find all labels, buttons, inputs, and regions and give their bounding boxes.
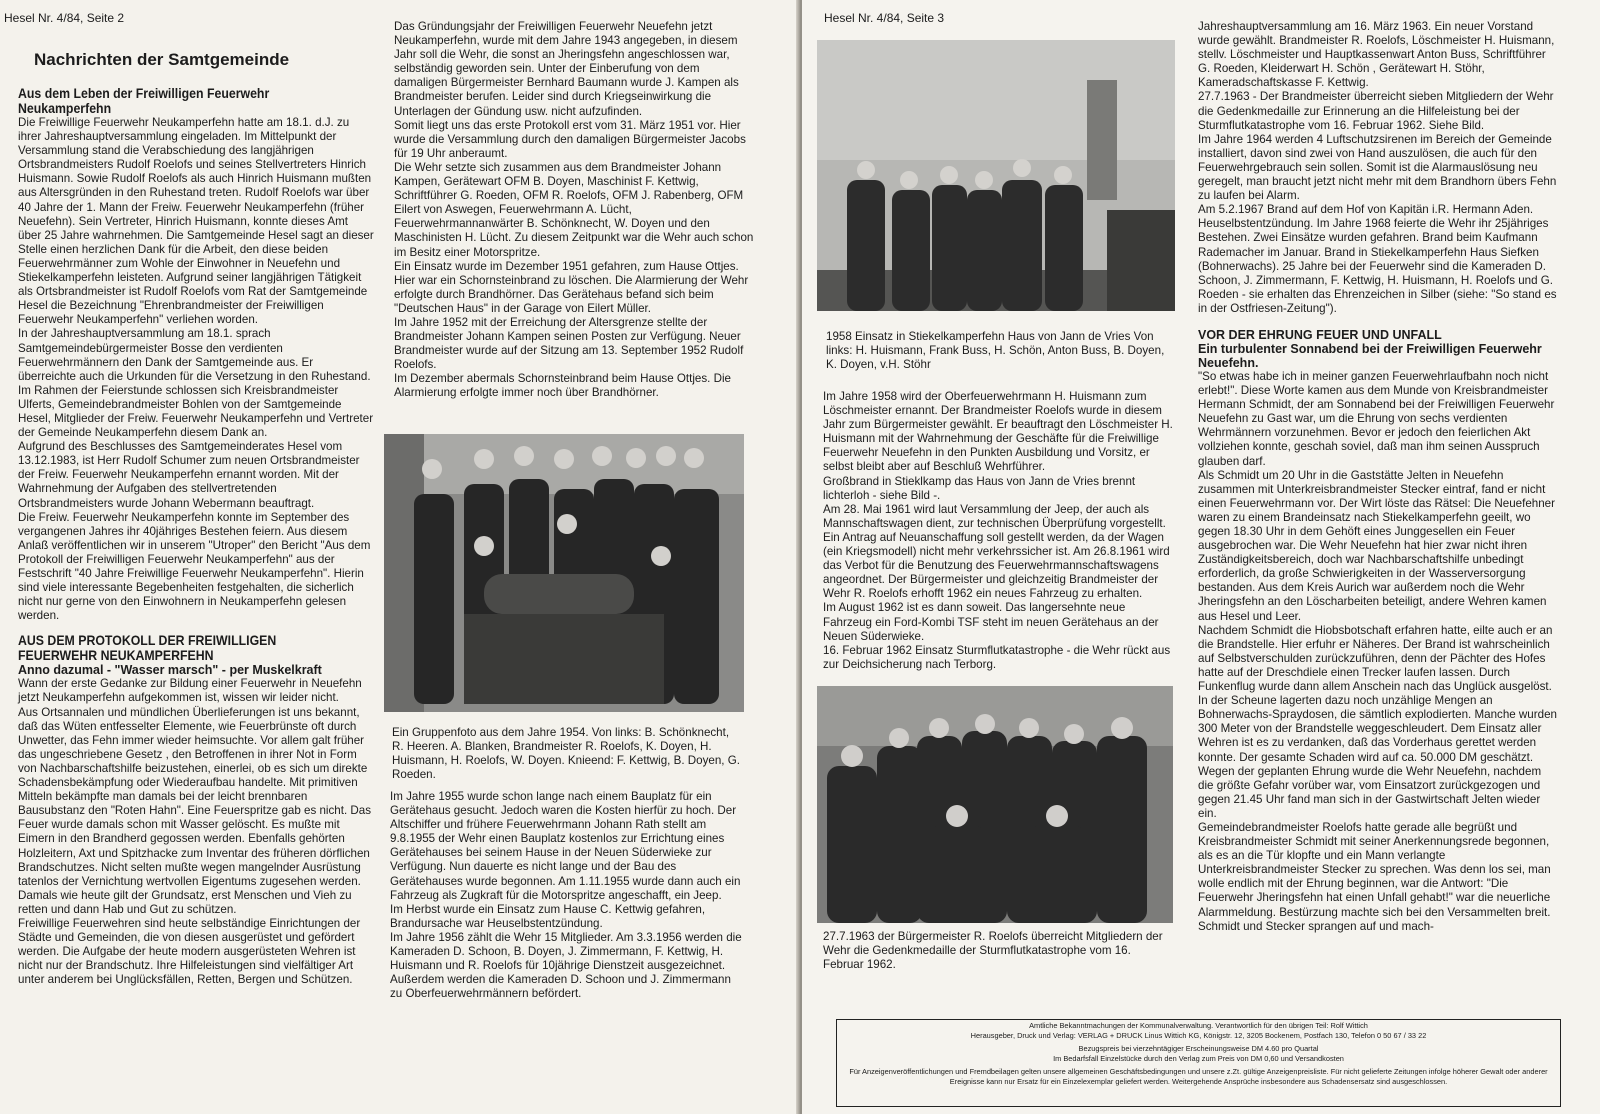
paragraph: Im Dezember abermals Schornsteinbrand beim Hause Ottjes. Die Alarmierung erfolgte immer noch über Brandhörner. xyxy=(394,372,732,400)
column-2-top xyxy=(394,20,754,401)
paragraph: Die Freiwillige Feuerwehr Neukamperfehn hatte am 18.1. d.J. zu ihrer Jahreshauptversammlung eingeladen. Im Mittelpunkt der Versammlung stand die Verabschiedung des langjährigen Ortsbrandmeisters Rudolf Roelofs und seines Stellvertreters Hinrich Huismann. Sowie Rudolf Roelofs als auch Hinrich Huismann mußten aus Altersgründen in den Ruhestand treten. Rudolf Roelofs war über 40 Jahre der 1. Mann der Freiw. Feuerwehr Neukamperfehn (früher Neuefehn). Sein Vertreter, Hinrich Huismann, konnte dieses Amt über 25 Jahre wahrnehmen. Die Samtgemeinde Hesel sagt an dieser Stelle einen herzlichen Dank für die Arbeit, den diese beiden Feuerwehrmänner zum Wohle der Einwohner in Neuefehn und Stiekelkamperfehn leisteten. Aufgrund seiner langjährigen Tätigkeit als Ortsbrandmeister ist Rudolf Roelofs vom Rat der Samtgemeinde Hesel die Bezeichnung "Ehrenbrandmeister der Freiwilligen Feuerwehr Neukamperfehn" verliehen worden. xyxy=(18,116,374,327)
column-3 xyxy=(823,390,1177,672)
photo-caption: 1958 Einsatz in Stiekelkamperfehn Haus von Jann de Vries Von links: H. Huismann, Frank Buss, H. Schön, Anton Buss, B. Doyen, K. Doyen, v.H. Stöhr xyxy=(826,330,1165,372)
paragraph: Am 28. Mai 1961 wird laut Versammlung der Jeep, der auch als Mannschaftswagen dient, zur technischen Überprüfung vorgestellt. Ein Antrag auf Neuanschaffung soll gestellt werden, da der Wagen (ein Kriegsmodell) nicht mehr verkehrssicher ist. Am 26.8.1961 wird das Verbot für die Benutzung des Feuerwehrmannschaftswagens angeordnet. Der Bürgermeister und gleichzeitig Brandmeister der Wehr R. Roelofs erhofft 1962 ein neues Fahrzeug zu erhalten. xyxy=(823,502,1170,601)
photo-fire-1958 xyxy=(817,40,1175,311)
page-header: Hesel Nr. 4/84, Seite 2 xyxy=(4,11,125,25)
paragraph: Im Jahre 1956 zählt die Wehr 15 Mitglieder. Am 3.3.1956 werden die Kameraden D. Schoon, B. Doyen, J. Zimmermann, F. Kettwig, H. Huismann und R. Roelofs für 10jährige Dienstzeit ausgezeichnet. Außerdem werden die Kameraden D. Schoon und J. Zimmermann zu Oberfeuerwehrmännern befördert. xyxy=(390,930,742,1001)
photo-caption: 27.7.1963 der Bürgermeister R. Roelofs überreicht Mitgliedern der Wehr die Gedenkmedaille der Sturmflutkatastrophe vom 16. Februar 1962. xyxy=(823,930,1163,972)
imprint-line: Amtliche Bekanntmachungen der Kommunalverwaltung. Verantwortlich für den übrigen Teil: Rolf Wittich xyxy=(1029,1021,1368,1030)
photo-image xyxy=(384,434,744,712)
photo-medal-ceremony-1963 xyxy=(817,686,1173,923)
paragraph: Somit liegt uns das erste Protokoll erst vom 31. März 1951 vor. Hier wurde die Versammlung durch den damaligen Bürgermeister Jacobs für 19 Uhr anberaumt. xyxy=(394,118,746,160)
paragraph: Das Gründungsjahr der Freiwilligen Feuerwehr Neuefehn jetzt Neukamperfehn, wurde mit dem Jahre 1943 angegeben, in diesem Jahr soll die Wehr, die sonst an Jheringsfehn angeschlossen war, selbständig geworden sein. Unter der Einberufung von dem damaligen Bürgermeister Bernhard Baumann wurde J. Kampen als Brandmeister berufen. Leider sind durch Kriegseinwirkung die Unterlagen der Gündung usw. nicht aufzufinden. xyxy=(394,20,739,118)
imprint-line: Herausgeber, Druck und Verlag: VERLAG + DRUCK Linus Wittich KG, Königstr. 12, 3205 Bockenem, Postfach 130, Telefon 0 50 67 / 33 22 xyxy=(970,1031,1427,1040)
paragraph: Großbrand in Stieklkamp das Haus von Jann de Vries brennt lichterloh - siehe Bild -. xyxy=(823,474,1136,502)
paragraph: Ein Einsatz wurde im Dezember 1951 gefahren, zum Hause Ottjes. Hier war ein Schornsteinbrand zu löschen. Die Alarmierung der Wehr erfolgte durch Brandhörner. Das Gerätehaus befand sich beim "Deutschen Haus" in der Garage von Eilert Müller. xyxy=(394,259,749,315)
paragraph: Aus Ortsannalen und mündlichen Überlieferungen ist uns bekannt, daß das Wüten entfesselter Elemente, wie Feuerbrünste oft durch Unwetter, das Fehn immer wieder heimsuchte. Vor allem galt früher das ungeschriebene Gesetz , den Betroffenen in ihrer Not in Form von Nachbarschaftshilfe beizustehen, einerlei, ob es sich um direkte Schadensbekämpfung oder Wiederaufbau handelte. Mit primitiven Mitteln bekämpfte man damals bei der leicht brennbaren Bausubstanz den "Roten Hahn". Eine Feuerspritze gab es nicht. Das Feuer wurde damals schon mit Wasser gelöscht. Es mußte mit Eimern in den Brandherd gegossen werden. Ebenfalls gehörten Holzleitern, Axt und Spitzhacke zum Inventar des früheren dörflichen Brandschutzes. Nicht selten mußte wegen mangelnder Ausrüstung tatenlos der Vernichtung wertvollen Eigentums zugesehen werden. Damals wie heute gilt der Grundsatz, erst Menschen und Vieh zu retten und dann Hab und Gut zu schützen. xyxy=(18,705,372,916)
group-photo-1954 xyxy=(384,434,744,712)
paragraph: Aufgrund des Beschlusses des Samtgemeinderates Hesel vom 13.12.1983, ist Herr Rudolf Schumer zum neuen Ortsbrandmeister der Freiw. Feuerwehr Neukamperfehn ernannt worden. Mit der Wahrnehmung der Aufgaben des stellvertretenden Ortsbrandmeisters wurde Johann Webermann beauftragt. xyxy=(18,440,360,510)
article-subheadline: Anno dazumal - "Wasser marsch" - per Muskelkraft xyxy=(18,663,322,678)
photo-image xyxy=(817,40,1175,311)
paragraph: Im Jahre 1958 wird der Oberfeuerwehrmann H. Huismann zum Löschmeister ernannt. Der Brandmeister Roelofs wurde in diesem Jahr zum Bürgermeister gewählt. Er beauftragt den Löschmeister H. Huismann mit der Wahrnehmung der Geschäfte für die Freiwillige Feuerwehr Neuefehn in den Punkten Ausbildung und Vorsitz, er selbst bleibt aber auf Beschluß Wehrführer. xyxy=(823,390,1173,474)
paragraph: Im Jahre 1964 werden 4 Luftschutzsirenen im Bereich der Gemeinde installiert, davon sind zwei von Hand auszulösen, die auch für den Feuerwehrgebrauch sein sollen. Somit ist die Alarmauslösung neu geregelt, man braucht jetzt nicht mehr mit dem Brandhorn übers Fehn zu laufen bei Alarm. xyxy=(1198,132,1557,203)
imprint-box xyxy=(836,1019,1561,1107)
imprint-line: Bezugspreis bei vierzehntägiger Erscheinungsweise DM 4.60 pro Quartal xyxy=(1078,1044,1319,1053)
paragraph: Als Schmidt um 20 Uhr in die Gaststätte Jelten in Neuefehn zusammen mit Unterkreisbrandmeister Stecker eintraf, fand er nicht einen Feuerwehrmann vor. Der Wirt löste das Rätsel: Die Neuefehner waren zu einem Brandeinsatz nach Stiekelkamperfehn geeilt, wo gegen 18.30 Uhr in dem Gehöft eines Junggesellen ein Feuer ausgebrochen war. Die Wehr Neuefehn hat hier zwar nicht ihren Zuständigkeitsbereich, doch war Nachbarschaftshilfe unbedingt erforderlich, da große Schwierigkeiten in der Wasserversorgung bestanden. Aus dem Kreis Aurich war außerdem noch die Wehr Jheringsfehn an den Löscharbeiten beteiligt, andere Wehren kamen aus Hesel und Leer. xyxy=(1198,468,1555,623)
column-2-bottom xyxy=(390,790,746,1001)
paragraph: Jahreshauptversammlung am 16. März 1963. Ein neuer Vorstand wurde gewählt. Brandmeister R. Roelofs, Löschmeister H. Huismann, stellv. Löschmeister und Hauptkassenwart Anton Buss, Schriftführer G. Roeden, Kleiderwart H. Schön , Gerätewart H. Stöhr, Kameradschaftskasse F. Kettwig. xyxy=(1198,20,1555,90)
imprint-line: Im Bedarfsfall Einzelstücke durch den Verlag zum Preis von DM 0,60 und Versandkosten xyxy=(1053,1054,1344,1063)
article-headline: VOR DER EHRUNG FEUER UND UNFALL xyxy=(1198,327,1442,342)
section-title: Nachrichten der Samtgemeinde xyxy=(34,50,290,69)
paragraph: Die Freiw. Feuerwehr Neukamperfehn konnte im September des vergangenen Jahres ihr 40jähriges Bestehen feiern. Aus diesem Anlaß veröffentlichen wir in unserem "Utroper" den Bericht "Aus dem Protokoll der Freiwilligen Feuerwehr Neukamperfehn" aus der Festschrift "40 Jahre Freiwillige Feuerwehr Neukamperfehn". Hierin sind viele interessante Begebenheiten festgehalten, die sicherlich nicht nur gerne von den Einwohnern in Neukamperfehn gelesen werden. xyxy=(18,510,371,623)
paragraph: Wegen der geplanten Ehrung wurde die Wehr Neuefehn, nachdem die größte Gefahr vorüber war, vom Einsatzort zurückgezogen und gegen 21.45 Uhr fand man sich in der Gastwirtschaft Jelten wieder ein. xyxy=(1198,764,1542,820)
paragraph: Freiwillige Feuerwehren sind heute selbständige Einrichtungen der Städte und Gemeinden, die von diesen ausgerüstet und gefördert werden. Die Aufgabe der heute modern ausgerüsteten Wehren ist nicht nur der Brandschutz. Ihre Hilfeleistungen sind vielfältiger Art unter anderem bei Unglücksfällen, Retten, Bergen und Schützen. xyxy=(18,916,361,987)
photo-image xyxy=(817,686,1173,923)
paragraph: Am 5.2.1967 Brand auf dem Hof von Kapitän i.R. Hermann Aden. Heuselbstentzündung. Im Jahre 1968 feierte die Wehr ihr 25jähriges Bestehen. Zwei Einsätze wurden gefahren. Brand beim Kaufmann Rademacher im Januar. Brand in Stiekelkamperfehn Haus Siefken (Bohnerwachs). 25 Jahre bei der Feuerwehr sind die Kameraden D. Schoon, J. Zimmermann, F. Kettwig, H. Huismann, H. Roelofs und G. Roeden - sie erhalten das Ehrenzeichen in Silber (siehe: "So stand es in der Ostfriesen-Zeitung"). xyxy=(1198,203,1557,315)
paragraph: Im Jahre 1952 mit der Erreichung der Altersgrenze stellte der Brandmeister Johann Kampen seinen Posten zur Verfügung. Neuer Brandmeister wurde auf der Sitzung am 13. September 1952 Rudolf Roelofs. xyxy=(394,315,744,372)
paragraph: 27.7.1963 - Der Brandmeister überreicht sieben Mitgliedern der Wehr die Gedenkmedaille zur Erinnerung an die Hilfeleistung bei der Sturmflutkatastrophe vom 16. Februar 1962. Siehe Bild. xyxy=(1198,90,1554,132)
paragraph: Nachdem Schmidt die Hiobsbotschaft erfahren hatte, eilte auch er an die Brandstelle. Hier erfuhr er Näheres. Der Brand ist wahrscheinlich auf Selbstverschulden zurückzuführen, denn der Pächter des Hofes hatte auf der Dreschdiele einen Trecker laufen lassen. Durch Funkenflug wurde dann allem Anschein nach das Unglück ausgelöst. In der Scheune lagerten dazu noch unzählige Mengen an Bohnerwachs-Spraydosen, die sämtlich explodierten. Manche wurden 300 Meter von der Brandstelle weggeschleudert. Dem Einsatz aller Wehren ist es zu verdanken, daß das Vorderhaus gerettet werden konnte. Der gesamte Schaden wird auf ca. 50.000 DM geschätzt. xyxy=(1198,623,1557,764)
imprint-line: Für Anzeigenveröffentlichungen und Fremdbeilagen gelten unsere allgemeinen Geschäftsbedingungen und unsere z.Zt. gültige Anzeigenpreisliste. Für nicht gelieferte Zeitungen infolge höherer Gewalt oder anderer Ereignisse kann nur Ersatz für ein Einzelexemplar geliefert werden. Weitergehende Ansprüche insbesondere aus Schadensersatz sind ausgeschlossen. xyxy=(849,1067,1548,1086)
article-headline: AUS DEM PROTOKOLL DER FREIWILLIGEN FEUERWEHR NEUKAMPERFEHN xyxy=(18,632,277,664)
page-header: Hesel Nr. 4/84, Seite 3 xyxy=(824,11,945,25)
paragraph: In der Jahreshauptversammlung am 18.1. sprach Samtgemeindebürgermeister Bosse den verdienten Feuerwehrmännern den Dank der Samtgemeinde aus. Er überreichte auch die Urkunden für die Versetzung in den Ruhestand. Im Rahmen der Feierstunde schlossen sich Kreisbrandmeister Ulferts, Gemeindebrandmeister Bohlen von der Samtgemeinde Hesel, Mitglieder der Freiw. Feuerwehr Neukamperfehn und Vertreter der Gemeinde Neukamperfehn diesem Dank an. xyxy=(18,327,374,440)
paragraph: 16. Februar 1962 Einsatz Sturmflutkatastrophe - die Wehr rückt aus zur Deichsicherung nach Terborg. xyxy=(823,643,1171,671)
paragraph: "So etwas habe ich in meiner ganzen Feuerwehrlaufbahn noch nicht erlebt!". Diese Worte kamen aus dem Munde von Kreisbrandmeister Hermann Schmidt, der am Sonnabend bei der Freiwilligen Feuerwehr Neuefehn zu Gast war, um die Ehrung von sechs verdienten Wehrmännern vorzunehmen. Bevor er jedoch den feierlichen Akt vollziehen konnte, geschah soviel, daß man ihm seinen Ausspruch glauben darf. xyxy=(1198,369,1555,468)
column-4 xyxy=(1198,20,1558,934)
column-1 xyxy=(18,50,374,987)
photo-caption: Ein Gruppenfoto aus dem Jahre 1954. Von links: B. Schönknecht, R. Heeren. A. Blanken, Brandmeister R. Roelofs, K. Doyen, H. Huismann, H. Roelofs, W. Doyen. Knieend: F. Kettwig, B. Doyen, G. Roeden. xyxy=(392,726,740,782)
paragraph: Im August 1962 ist es dann soweit. Das langersehnte neue Fahrzeug ein Ford-Kombi TSF steht im neuen Gerätehaus an der Neuen Süderwieke. xyxy=(823,601,1159,643)
paragraph: Die Wehr setzte sich zusammen aus dem Brandmeister Johann Kampen, Gerätewart OFM B. Doyen, Maschinist F. Kettwig, Schriftführer G. Roeden, OFM R. Roelofs, OFM J. Rabenberg, OFM Eilert von Aswegen, Feuerwehrmann A. Lücht, Feuerwehrmannanwärter B. Schönknecht, W. Doyen und den Maschinisten H. Lücht. Zu diesem Zeitpunkt war die Wehr auch schon im Besitz einer Motorspritze. xyxy=(394,160,754,259)
article-headline: Aus dem Leben der Freiwilligen Feuerwehr Neukamperfehn xyxy=(18,85,270,116)
paragraph: Gemeindebrandmeister Roelofs hatte gerade alle begrüßt und Kreisbrandmeister Schmidt mit seiner Anerkennungsrede begonnen, als es an die Tür klopfte und ein Mann verlangte Unterkreisbrandmeister Stecker zu sprechen. Was denn los sei, man wolle endlich mit der Ehrung beginnen, war die Antwort: "Die Feuerwehr Jheringsfehn hat einen Unfall gehabt!" war die neuerliche Alarmmeldung. Bestürzung machte sich bei den Versammelten breit. Schmidt und Stecker sprangen auf und mach- xyxy=(1198,820,1551,933)
right-page xyxy=(802,0,1600,1114)
paragraph: Im Herbst wurde ein Einsatz zum Hause C. Kettwig gefahren, Brandursache war Heuselbstentzündung. xyxy=(390,902,706,930)
paragraph: Wann der erste Gedanke zur Bildung einer Feuerwehr in Neuefehn jetzt Neukamperfehn aufgekommen ist, wissen wir leider nicht. xyxy=(18,677,362,705)
article-subheadline: Ein turbulenter Sonnabend bei der Freiwilligen Feuerwehr Neuefehn. xyxy=(1198,341,1542,370)
paragraph: Im Jahre 1955 wurde schon lange nach einem Bauplatz für ein Gerätehaus gesucht. Jedoch waren die Kosten hierfür zu hoch. Der Altschiffer und frühere Feuerwehrmann Johann Rath stellt am 9.8.1955 der Wehr einen Bauplatz kostenlos zur Errichtung eines Gerätehauses bei seinem Hause in der Neuen Süderwieke zur Verfügung. Nun dauerte es nicht lange und der Bau des Gerätehauses wurde begonnen. Am 1.11.1955 wurde dann auch ein Fahrzeug als Zugkraft für die Motorspritze angeschafft, ein Jeep. xyxy=(390,790,741,902)
